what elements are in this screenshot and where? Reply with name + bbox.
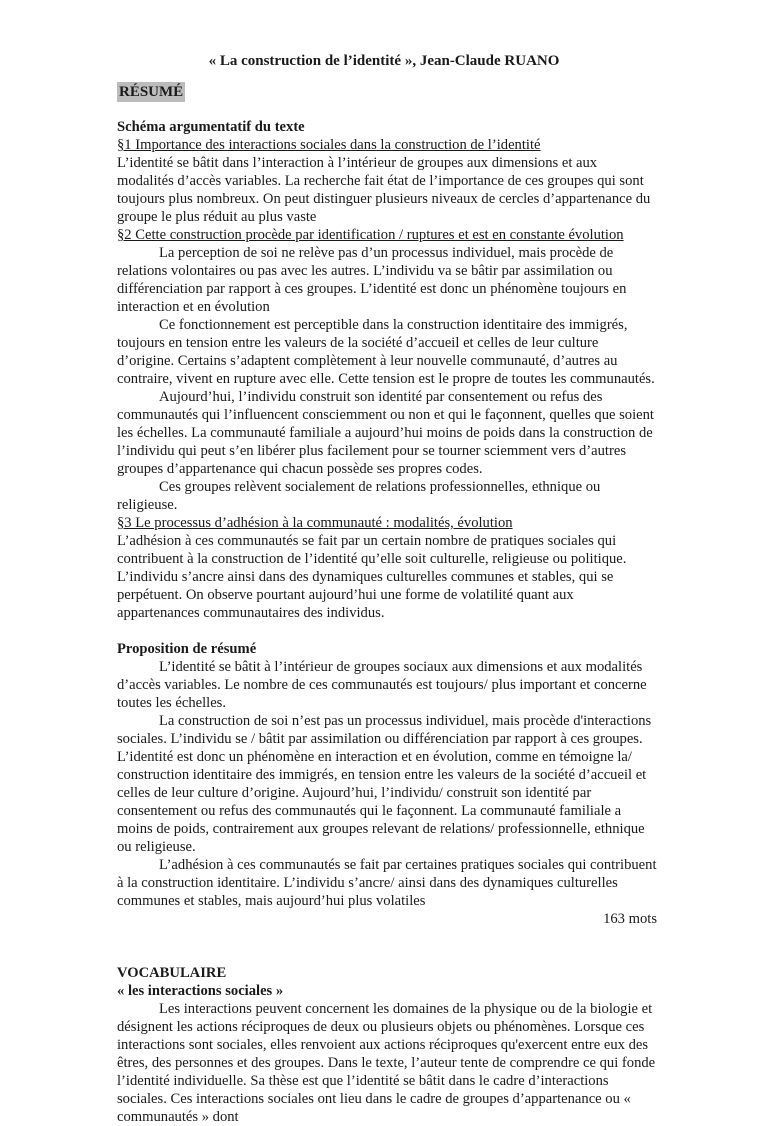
resume-heading: RÉSUMÉ <box>119 84 184 100</box>
spacer <box>117 622 657 640</box>
document-body <box>117 118 657 1126</box>
vocabulaire-heading: VOCABULAIRE <box>117 965 227 981</box>
proposition-heading: Proposition de résumé <box>117 641 257 657</box>
section1-text: L’identité se bâtit dans l’interaction à l’intérieur de groupes aux dimensions et aux modalités d’accès variables. La recherche fait état de l’importance de ces groupes qui sont toujours plus nombreux. On peut distinguer plusieurs niveaux de cercles d’appartenance du groupe le plus réduit au plus vaste <box>117 155 651 225</box>
section3-text: L’adhésion à ces communautés se fait par un certain nombre de pratiques sociales qui contribuent à la construction de l’identité qu’elle soit culturelle, religieuse ou politique. L’individu s’ancre ainsi dans des dynamiques culturelles communes et stables, qui se perpétuent. On observe pourtant aujourd’hui une forme de volatilité quant aux appartenances communautaires des individus. <box>117 533 627 621</box>
proposition-paragraph: L’identité se bâtit à l’intérieur de groupes sociaux aux dimensions et aux modalités d’accès variables. Le nombre de ces communautés est toujours/ plus important et concerne toutes les échelles. <box>117 659 647 711</box>
section2-paragraph: Aujourd’hui, l’individu construit son identité par consentement ou refus des communautés qui l’influencent consciemment ou non et qui le façonnent, quelles que soient les échelles. La communauté familiale a aujourd’hui moins de poids dans la construction de l’individu qui peut s’en libérer plus facilement pour se tourner sciemment vers d’autres groupes d’appartenance qui chacun possède ses propres codes. <box>117 389 654 477</box>
spacer <box>117 946 657 964</box>
spacer <box>117 928 657 946</box>
document-title: « La construction de l’identité », Jean-Claude RUANO <box>208 53 560 69</box>
section2-paragraph: Ces groupes relèvent socialement de relations professionnelles, ethnique ou religieuse. <box>117 479 601 513</box>
section3-title: §3 Le processus d’adhésion à la communauté : modalités, évolution <box>117 515 513 531</box>
section1-title: §1 Importance des interactions sociales dans la construction de l’identité <box>117 137 541 153</box>
vocabulaire-term: « les interactions sociales » <box>117 983 284 999</box>
section2-paragraph: La perception de soi ne relève pas d’un processus individuel, mais procède de relations volontaires ou pas avec les autres. L’individu va se bâtir par assimilation ou différenciation par rapport à ces groupes. L’identité est donc un phénomène toujours en interaction et en évolution <box>117 245 627 315</box>
vocabulaire-definition: Les interactions peuvent concernent les domaines de la physique ou de la biologie et désignent les actions réciproques de deux ou plusieurs objets ou phénomènes. Lorsque ces interactions sont sociales, elles renvoient aux actions réciproques qu'exercent entre eux des êtres, des personnes et des groupes. Dans le texte, l’auteur tente de comprendre ce qui fonde l’identité individuelle. Sa thèse est que l’identité se bâtit dans le cadre d’interactions sociales. Ces interactions sociales ont lieu dans le cadre de groupes d’appartenance ou « communautés » dont <box>117 1001 656 1125</box>
section2-title: §2 Cette construction procède par identification / ruptures et est en constante évolution <box>117 227 624 243</box>
proposition-paragraph: La construction de soi n’est pas un processus individuel, mais procède d'interactions sociales. L’individu se / bâtit par assimilation ou différenciation par rapport à ces groupes. L’identité est donc un phénomène en interaction et en évolution, comme en témoigne la/ construction identitaire des immigrés, en tension entre les valeurs de la société d’accueil et celles de leur culture d’origine. Aujourd’hui, l’individu/ construit son identité par consentement ou refus des communautés qui le façonnent. La communauté familiale a moins de poids, contrairement aux groupes relevant de relations/ professionnelle, ethnique ou religieuse. <box>117 713 652 855</box>
section2-paragraph: Ce fonctionnement est perceptible dans la construction identitaire des immigrés, toujours en tension entre les valeurs de la société d’accueil et celles de leur culture d’origine. Certains s’adaptent complètement à leur nouvelle communauté, d’autres au contraire, vivent en rupture avec elle. Cette tension est le propre de toutes les communautés. <box>117 317 655 387</box>
schema-heading: Schéma argumentatif du texte <box>117 119 305 135</box>
word-count: 163 mots <box>603 911 657 927</box>
proposition-paragraph: L’adhésion à ces communautés se fait par certaines pratiques sociales qui contribuent à la construction identitaire. L’individu s’ancre/ ainsi dans des dynamiques culturelles communes et stables, mais aujourd’hui plus volatiles <box>117 857 657 909</box>
